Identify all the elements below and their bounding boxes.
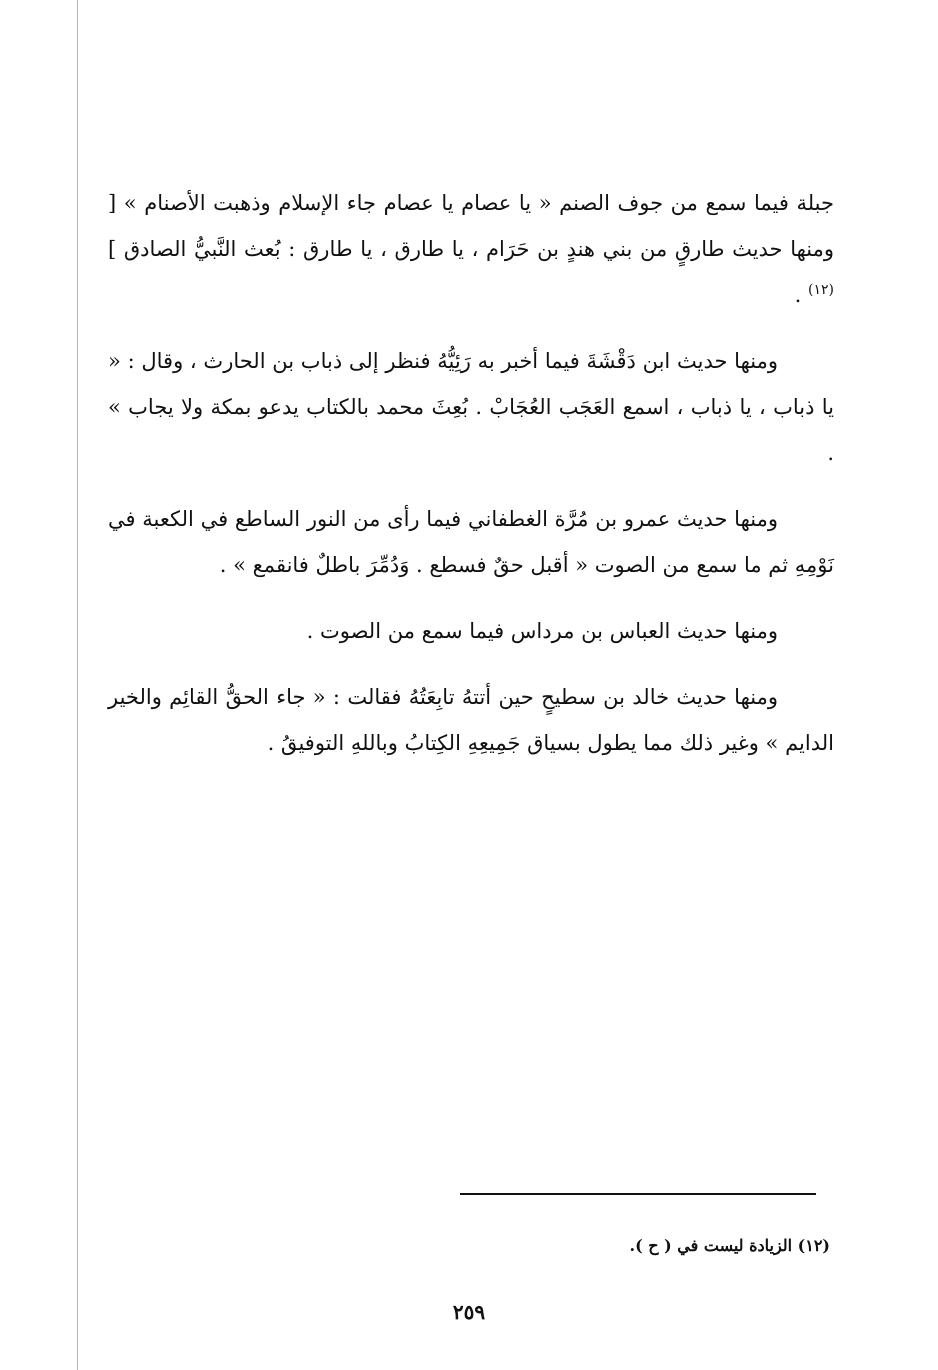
- footnote-reference: (١٢): [808, 282, 834, 298]
- paragraph-1-text: جبلة فيما سمع من جوف الصنم « يا عصام يا عصام جاء الإسلام وذهبت الأصنام » [ ومنها حديث طارقٍ من بني هندٍ بن حَرَام ، يا طارق ، يا طارق : بُعث النَّبيُّ الصادق ]: [108, 191, 834, 261]
- paragraph-1: [108, 180, 834, 318]
- footnote: (١٢) الزيادة ليست في ( ح ).: [629, 1236, 830, 1255]
- paragraph-4: ومنها حديث العباس بن مرداس فيما سمع من الصوت .: [306, 619, 778, 643]
- paragraph-1-tail: .: [794, 283, 809, 307]
- page-binding-line: [77, 0, 78, 1370]
- main-text: [108, 180, 834, 786]
- paragraph-3: ومنها حديث عمرو بن مُرَّة الغطفاني فيما رأى من النور الساطع في الكعبة في نَوْمِهِ ثم ما سمع من الصوت « أقبل حقٌ فسطع . وَدُمِّرَ باطلٌ فانقمع » .: [108, 507, 834, 577]
- paragraph-2: ومنها حديث ابن دَقْشَةَ فيما أخبر به رَئِيُّهُ فنظر إلى ذباب بن الحارث ، وقال : « يا ذباب ، يا ذباب ، اسمع العَجَب العُجَابْ . بُعِثَ محمد بالكتاب يدعو بمكة ولا يجاب » .: [108, 349, 834, 465]
- page-number: ٢٥٩: [452, 1300, 486, 1324]
- footnote-separator: [460, 1193, 816, 1195]
- paragraph-5: ومنها حديث خالد بن سطيحٍ حين أتتهُ تابِعَتُهُ فقالت : « جاء الحقُّ القائِم والخير الدايم » وغير ذلك مما يطول بسياق جَمِيعِهِ الكِتابُ وباللهِ التوفيقُ .: [108, 685, 834, 755]
